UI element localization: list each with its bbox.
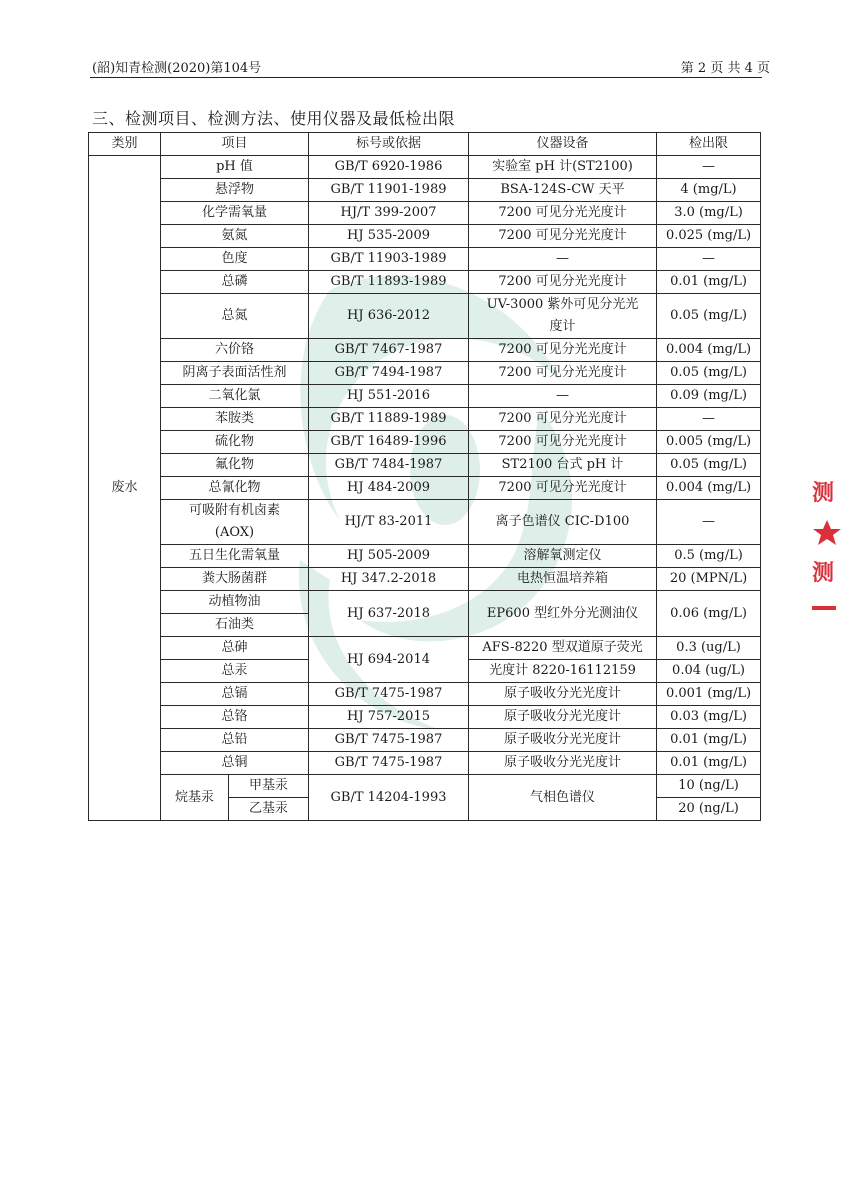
item-cell: 悬浮物 [161,179,309,202]
standard-cell: HJ 505-2009 [309,545,469,568]
limit-cell: 0.09 (mg/L) [657,385,761,408]
header-rule [90,77,762,78]
standard-cell: HJ 347.2-2018 [309,568,469,591]
standard-cell: HJ 484-2009 [309,477,469,500]
instrument-cell: 光度计 8220-16112159 [469,660,657,683]
limit-cell: 0.05 (mg/L) [657,294,761,339]
standard-cell: GB/T 7467-1987 [309,339,469,362]
limit-cell: 0.06 (mg/L) [657,591,761,637]
instrument-cell: 电热恒温培养箱 [469,568,657,591]
instrument-cell: ST2100 台式 pH 计 [469,454,657,477]
table-row [89,385,761,408]
table-row [89,225,761,248]
item-cell: 总镉 [161,683,309,706]
standard-cell: HJ/T 83-2011 [309,500,469,545]
limit-cell: 0.004 (mg/L) [657,477,761,500]
item-cell: 色度 [161,248,309,271]
category-cell: 废水 [89,156,161,821]
instrument-cell: 离子色谱仪 CIC-D100 [469,500,657,545]
limit-cell: 0.01 (mg/L) [657,752,761,775]
limit-cell: 0.03 (mg/L) [657,706,761,729]
stamp-star-icon [812,518,842,546]
stamp-char-2: 测 [812,560,835,586]
instrument-cell: 原子吸收分光光度计 [469,683,657,706]
table-row [89,294,761,339]
table-row [89,248,761,271]
table-row [89,156,761,179]
table-row [89,706,761,729]
col-header-item: 项目 [161,133,309,156]
instrument-line: 度计 [549,319,576,334]
limit-cell: 20 (ng/L) [657,798,761,821]
stamp-bar [812,606,836,610]
item-cell: 二氧化氯 [161,385,309,408]
item-cell: 五日生化需氧量 [161,545,309,568]
item-cell: 总磷 [161,271,309,294]
instrument-cell: 原子吸收分光光度计 [469,706,657,729]
item-line: 可吸附有机卤素 [189,503,281,518]
instrument-line: UV-3000 紫外可见分光光 [486,297,639,312]
item-cell: 乙基汞 [229,798,309,821]
table-header-row [89,133,761,156]
instrument-cell: 溶解氧测定仪 [469,545,657,568]
instrument-cell: 7200 可见分光光度计 [469,271,657,294]
limit-cell: — [657,408,761,431]
col-header-limit: 检出限 [657,133,761,156]
instrument-cell: 7200 可见分光光度计 [469,431,657,454]
limit-cell: — [657,156,761,179]
table-row [89,202,761,225]
item-group-cell: 烷基汞 [161,775,229,821]
item-cell: 总铬 [161,706,309,729]
instrument-cell [469,294,657,339]
instrument-cell: AFS-8220 型双道原子荧光 [469,637,657,660]
table-row [89,179,761,202]
table-row [89,752,761,775]
item-cell: 粪大肠菌群 [161,568,309,591]
item-cell: pH 值 [161,156,309,179]
limit-cell: — [657,248,761,271]
standard-cell: GB/T 7494-1987 [309,362,469,385]
table-row [89,362,761,385]
instrument-cell: 原子吸收分光光度计 [469,729,657,752]
limit-cell: 0.001 (mg/L) [657,683,761,706]
standard-cell: HJ 757-2015 [309,706,469,729]
standard-cell: HJ/T 399-2007 [309,202,469,225]
table-row [89,454,761,477]
standard-cell: GB/T 11901-1989 [309,179,469,202]
standard-cell: HJ 636-2012 [309,294,469,339]
col-header-standard: 标号或依据 [309,133,469,156]
instrument-cell: 7200 可见分光光度计 [469,339,657,362]
item-cell: 总汞 [161,660,309,683]
standard-cell: GB/T 7484-1987 [309,454,469,477]
instrument-cell: EP600 型红外分光测油仪 [469,591,657,637]
col-header-category: 类别 [89,133,161,156]
table-row [89,775,761,798]
limit-cell: 0.05 (mg/L) [657,454,761,477]
item-cell: 总砷 [161,637,309,660]
limit-cell: 10 (ng/L) [657,775,761,798]
table-row [89,408,761,431]
table-row [89,568,761,591]
table-row [89,500,761,545]
item-cell: 动植物油 [161,591,309,614]
standard-cell: GB/T 16489-1996 [309,431,469,454]
table-row [89,271,761,294]
item-cell: 六价铬 [161,339,309,362]
standard-cell: GB/T 7475-1987 [309,683,469,706]
table-row [89,591,761,614]
table-row [89,339,761,362]
item-cell: 甲基汞 [229,775,309,798]
instrument-cell: 气相色谱仪 [469,775,657,821]
standard-cell: HJ 535-2009 [309,225,469,248]
limit-cell: 0.3 (ug/L) [657,637,761,660]
item-cell: 苯胺类 [161,408,309,431]
standard-cell: HJ 694-2014 [309,637,469,683]
table-row [89,637,761,660]
item-cell: 总氰化物 [161,477,309,500]
table-row [89,545,761,568]
item-cell: 氟化物 [161,454,309,477]
detection-table [88,132,761,821]
instrument-cell: 7200 可见分光光度计 [469,362,657,385]
item-line: (AOX) [214,525,255,540]
table-row [89,477,761,500]
standard-cell: GB/T 7475-1987 [309,729,469,752]
table-row [89,431,761,454]
col-header-instrument: 仪器设备 [469,133,657,156]
limit-cell: 0.005 (mg/L) [657,431,761,454]
instrument-cell: — [469,248,657,271]
instrument-cell: — [469,385,657,408]
section-title: 三、检测项目、检测方法、使用仪器及最低检出限 [92,109,456,128]
limit-cell: 0.04 (ug/L) [657,660,761,683]
item-cell: 阴离子表面活性剂 [161,362,309,385]
limit-cell: 0.01 (mg/L) [657,271,761,294]
item-cell: 硫化物 [161,431,309,454]
instrument-cell: 原子吸收分光光度计 [469,752,657,775]
standard-cell: GB/T 7475-1987 [309,752,469,775]
limit-cell: 0.01 (mg/L) [657,729,761,752]
limit-cell: 0.5 (mg/L) [657,545,761,568]
standard-cell: GB/T 6920-1986 [309,156,469,179]
instrument-cell: 7200 可见分光光度计 [469,477,657,500]
item-cell: 总铅 [161,729,309,752]
limit-cell: 20 (MPN/L) [657,568,761,591]
table-row [89,729,761,752]
stamp-char-1: 测 [812,480,835,506]
limit-cell: 0.05 (mg/L) [657,362,761,385]
instrument-cell: 实验室 pH 计(ST2100) [469,156,657,179]
official-stamp-fragment [808,466,844,656]
item-cell: 总氮 [161,294,309,339]
item-cell [161,500,309,545]
item-cell: 氨氮 [161,225,309,248]
item-cell: 化学需氧量 [161,202,309,225]
item-cell: 总铜 [161,752,309,775]
limit-cell: 4 (mg/L) [657,179,761,202]
table-row [89,683,761,706]
limit-cell: — [657,500,761,545]
standard-cell: GB/T 11903-1989 [309,248,469,271]
page-header-left: (韶)知青检测(2020)第104号 [92,61,262,76]
standard-cell: HJ 551-2016 [309,385,469,408]
instrument-cell: 7200 可见分光光度计 [469,202,657,225]
page-header-right: 第 2 页 共 4 页 [680,61,770,76]
standard-cell: GB/T 14204-1993 [309,775,469,821]
instrument-cell: 7200 可见分光光度计 [469,408,657,431]
limit-cell: 3.0 (mg/L) [657,202,761,225]
standard-cell: GB/T 11889-1989 [309,408,469,431]
limit-cell: 0.004 (mg/L) [657,339,761,362]
limit-cell: 0.025 (mg/L) [657,225,761,248]
item-cell: 石油类 [161,614,309,637]
instrument-cell: BSA-124S-CW 天平 [469,179,657,202]
standard-cell: HJ 637-2018 [309,591,469,637]
standard-cell: GB/T 11893-1989 [309,271,469,294]
instrument-cell: 7200 可见分光光度计 [469,225,657,248]
